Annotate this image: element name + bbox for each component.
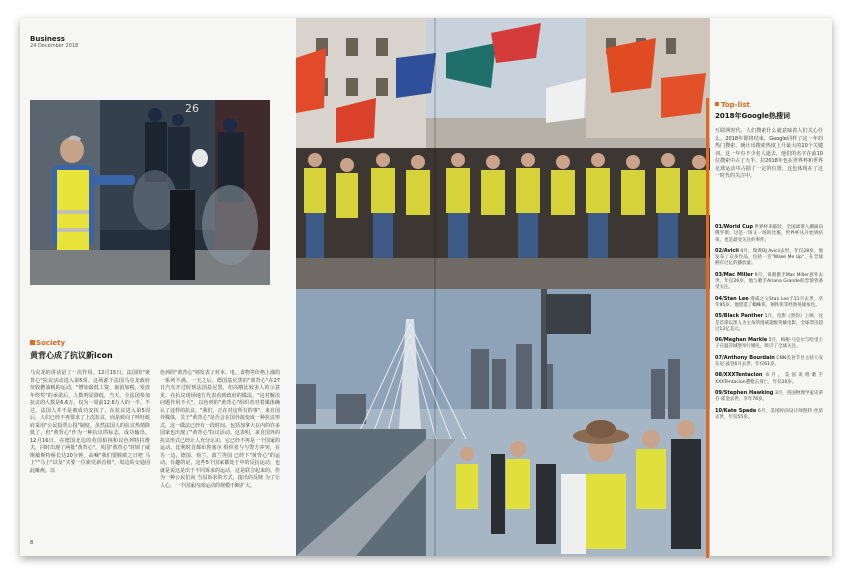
list-item-heading: 06/Meghan Markle bbox=[715, 337, 768, 344]
accent-bar bbox=[706, 98, 709, 558]
list-item-text: 3月，英国物理学家史蒂芬·霍金去世，享年76岁。 bbox=[715, 390, 823, 403]
top-list-title: 2018年Google热搜词 bbox=[715, 112, 791, 120]
list-item-text: 9月，说唱歌手Mac Miller意外去世，年仅26岁，他与歌手Ariana Grande的恋情曾备受关注。 bbox=[715, 272, 823, 291]
police-photo-illustration bbox=[30, 100, 270, 285]
list-item-heading: 10/Kate Spade bbox=[715, 407, 757, 414]
list-item bbox=[715, 408, 823, 422]
top-list-tag: Top-list bbox=[721, 101, 750, 109]
list-item-text: 6月，美国时尚设计师凯特·丝蓓去世，年仅55岁。 bbox=[715, 408, 823, 420]
list-item-heading: 07/Anthony Bourdain bbox=[715, 354, 775, 361]
section-header: Business bbox=[30, 35, 65, 43]
list-item bbox=[715, 355, 823, 369]
bridge-protest-photo bbox=[296, 289, 710, 556]
list-item bbox=[715, 272, 823, 292]
right-page bbox=[710, 18, 832, 556]
top-list-marker-icon bbox=[715, 102, 719, 106]
left-page bbox=[20, 18, 296, 556]
protest-march-photo bbox=[296, 18, 710, 289]
section-marker-icon bbox=[30, 340, 35, 345]
protest-march-illustration bbox=[296, 18, 710, 289]
list-item-heading: 01/World Cup bbox=[715, 224, 753, 230]
list-item-text: 1月，电影《黑豹》上映，这是首部以黑人为主角的漫威超级英雄电影，全球票房超过13亿美元。 bbox=[715, 314, 823, 332]
bridge-protest-illustration bbox=[296, 289, 710, 556]
list-item bbox=[715, 390, 823, 404]
page-number: 8 bbox=[30, 540, 34, 546]
list-item-heading: 02/Avicii bbox=[715, 247, 739, 254]
list-item-text: 4月，瑞典DJ Avicii去世，年仅28岁，他发布了众多作品，包括一首"Wake Me Up"，在全球拥有过亿的播放量。 bbox=[715, 248, 824, 267]
top-list bbox=[715, 224, 823, 425]
door-number: 26 bbox=[185, 102, 199, 115]
list-item-heading: 08/XXXTentacion bbox=[715, 372, 763, 379]
police-photo bbox=[30, 100, 270, 285]
list-item bbox=[715, 372, 823, 386]
list-item-heading: 05/Black Panther bbox=[715, 313, 764, 320]
list-item-text: 世界杯来临时，全国球迷人潮涌向俄罗斯，这是一场又一场的比赛，世界杯从开始到结束，也是最受关注的事件。 bbox=[715, 225, 824, 243]
list-item bbox=[715, 248, 823, 268]
list-item-heading: 09/Stephen Hawking bbox=[715, 389, 774, 396]
article-column-1: 马克龙的讲话是了一次作用。12月15日，法国的"黄背心"抗议活动进入第5周。这场源于法国马克龙政府征收燃油税的运动，"增加最低工资，取消加税，发放年终奖"的承诺后，人数明显降低，当天，全法国参加抗议的人数是6.6万，仅为一周前12.6万人的一半。不过，法国人并不是被成功安抚了，在抗议进入第5周后，人们已经不再要求了上次抗议，而是转向了呼吁政府采用"公民投票公投"制度。虽然法国人的抗议热情降低了，但"黄背心"作为一种抗议的标志，成功输出。12月16日，在德国北边的英国柏林和以色列特拉维夫，同时出现了两批"黄背心"。英国"黄背心"封锁了威斯敏斯特桥长达20分钟，高喊"我们要脱欧之日吧 马上""马上"以及"买要一位新党新首相"，周边的交通因此瘫痪。以 bbox=[30, 370, 151, 474]
list-item bbox=[715, 224, 823, 244]
article-title: 黄背心成了抗议新icon bbox=[30, 351, 113, 360]
list-item-heading: 03/Mac Miller bbox=[715, 271, 754, 278]
top-list-intro: 互联网时代，人们搜索什么就意味着人们关心什么。2018年即将结束，Google同样了这一年的热门搜索。统计出搜索热度上升最大的10个关键词，这一年有不少名人逝去，他们的名字在前10位搜索中占了大半。拉2018年也在世界杯和世界足球运动中占据了一定的位置，这也体现在了这一时代的关注中。 bbox=[715, 128, 823, 179]
list-item-text: CNN美食节目主持人安东尼·波登6月去世，年仅61岁。 bbox=[715, 355, 824, 368]
magazine-spread bbox=[20, 18, 832, 556]
list-item-text: 漫威之父Stan Lee于11月去世，享年95岁。他创造了蜘蛛侠、钢铁侠等经典英雄角色。 bbox=[715, 296, 824, 308]
list-item-heading: 04/Stan Lee bbox=[715, 295, 749, 302]
list-item-text: 5月，梅根·马克尔与哈里王子在温莎城堡举行婚礼，吸引了全球关注。 bbox=[715, 338, 823, 350]
list-item-text: 6月，美国说唱歌手XXXTentacion遭枪击身亡，年仅20岁。 bbox=[715, 373, 823, 385]
list-item bbox=[715, 337, 823, 351]
section-tag: Society bbox=[36, 339, 66, 347]
page-gutter bbox=[434, 18, 436, 556]
list-item bbox=[715, 313, 823, 333]
issue-date: 24 December 2018 bbox=[30, 43, 79, 49]
list-item bbox=[715, 296, 823, 310]
article-column-2: 色列的"黄背心"则发表了对本、电、食物等价格上涨的一系列不满。一天之后，德国基尼黑的"黄背心"在27日汽车开过时到法国基尼黑，但高哦比较多人的示意见。在抗议现场地方代表看到政府的做法，"这对解决问题作用不大"，以色列的"黄背心"组织者对着媒体确认了这样的抗议，"我们，正在对这所有的事"。来自国外媒体，关于"黄背心"是否会在国外演变成一种抗议形式，这一做法已经有一段时间。包括加拿大在内的许多国家也出现了"黄背心"抗议活动。这表明，来自国外的抗议形式已经让人充分认识，它已经不再是一个国家的运动。比利时首都布鲁塞尔 组织者与与警方冲突，在另一边，德国、荷兰，波兰等国 已经下"黄背心"的运动。有趣的是，这些5个国家都处于中的反抗运动，也就是说这是出于不同诉求的运动，这是联合起来的。作为一种公民们向 当局诉求的方式，提出的反映 为了让人心，一个国家内部运动的规模不断扩大。 bbox=[160, 370, 281, 489]
